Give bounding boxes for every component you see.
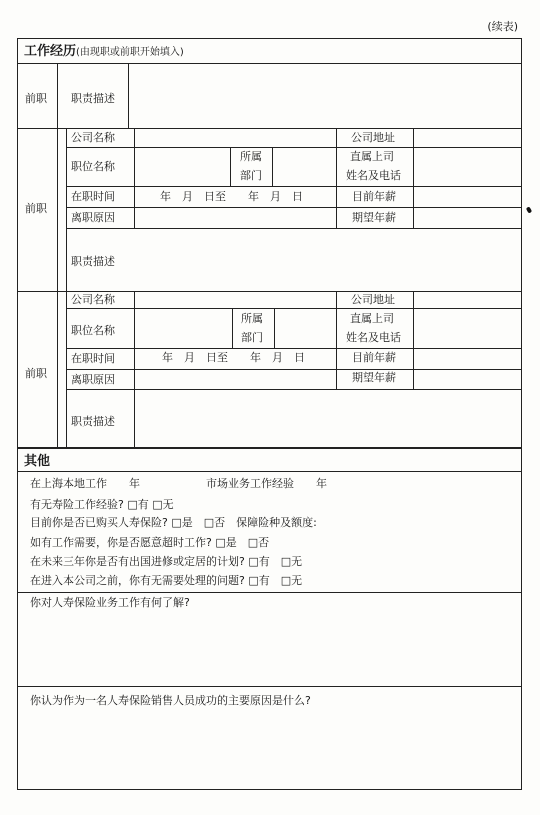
- block1-dept-label-b: 部门: [240, 169, 262, 182]
- block2-duty-label: 职责描述: [71, 415, 115, 428]
- continued-label: (续表): [487, 20, 518, 33]
- local-work-years: 在上海本地工作 年: [30, 477, 140, 490]
- block2-expected-salary-label: 期望年薪: [352, 371, 396, 384]
- block1-current-salary-label: 目前年薪: [352, 190, 396, 203]
- block1-company-name-label: 公司名称: [71, 131, 115, 144]
- block1-position-label: 职位名称: [71, 160, 115, 173]
- block1-supervisor-label-b: 姓名及电话: [346, 169, 401, 182]
- block2-supervisor-label-b: 姓名及电话: [346, 331, 401, 344]
- block1-expected-salary-label: 期望年薪: [352, 211, 396, 224]
- block2-current-salary-label: 目前年薪: [352, 351, 396, 364]
- block2-tenure-label: 在职时间: [71, 352, 115, 365]
- block2-company-name-label: 公司名称: [71, 293, 115, 306]
- block2-supervisor-label-a: 直属上司: [350, 312, 394, 325]
- block1-side-label: 前职: [25, 202, 47, 215]
- block1-tenure-value: 年 月 日至 年 月 日: [160, 190, 303, 203]
- question-pending-issues: 在进入本公司之前，你有无需要处理的问题? □有 □无: [30, 574, 303, 587]
- question-overtime: 如有工作需要，你是否愿意超时工作? □是 □否: [30, 536, 270, 549]
- question-abroad-plan: 在未来三年你是否有出国进修或定居的计划? □有 □无: [30, 555, 303, 568]
- ink-mark: [526, 206, 532, 213]
- block1-company-address-label: 公司地址: [351, 131, 395, 144]
- block1-supervisor-label-a: 直属上司: [350, 150, 394, 163]
- question-success-reasons: 你认为作为一名人寿保险销售人员成功的主要原因是什么?: [30, 694, 311, 707]
- block1-tenure-label: 在职时间: [71, 190, 115, 203]
- block2-dept-label-a: 所属: [241, 312, 263, 325]
- other-section-title: 其他: [24, 454, 51, 469]
- work-title: 工作经历: [24, 44, 77, 59]
- question-insurance-experience: 有无寿险工作经验? □有 □无: [30, 498, 174, 511]
- block2-company-address-label: 公司地址: [351, 293, 395, 306]
- block1-leave-reason-label: 离职原因: [71, 211, 115, 224]
- block2-leave-reason-label: 离职原因: [71, 373, 115, 386]
- block2-position-label: 职位名称: [71, 324, 115, 337]
- block2-dept-label-b: 部门: [241, 331, 263, 344]
- first-side-label: 前职: [25, 92, 47, 105]
- block2-tenure-value: 年 月 日至 年 月 日: [162, 351, 305, 364]
- block1-dept-label-a: 所属: [240, 150, 262, 163]
- first-duty-label: 职责描述: [71, 92, 115, 105]
- question-insurance-purchased: 目前你是否已购买人寿保险? □是 □否 保障险种及额度:: [30, 516, 317, 529]
- question-insurance-understanding: 你对人寿保险业务工作有何了解?: [30, 596, 190, 609]
- work-title-note: (由现职或前职开始填入): [76, 47, 184, 58]
- work-section-title: [24, 45, 184, 60]
- block1-duty-label: 职责描述: [71, 255, 115, 268]
- block2-side-label: 前职: [25, 367, 47, 380]
- market-experience-years: 市场业务工作经验 年: [206, 477, 327, 490]
